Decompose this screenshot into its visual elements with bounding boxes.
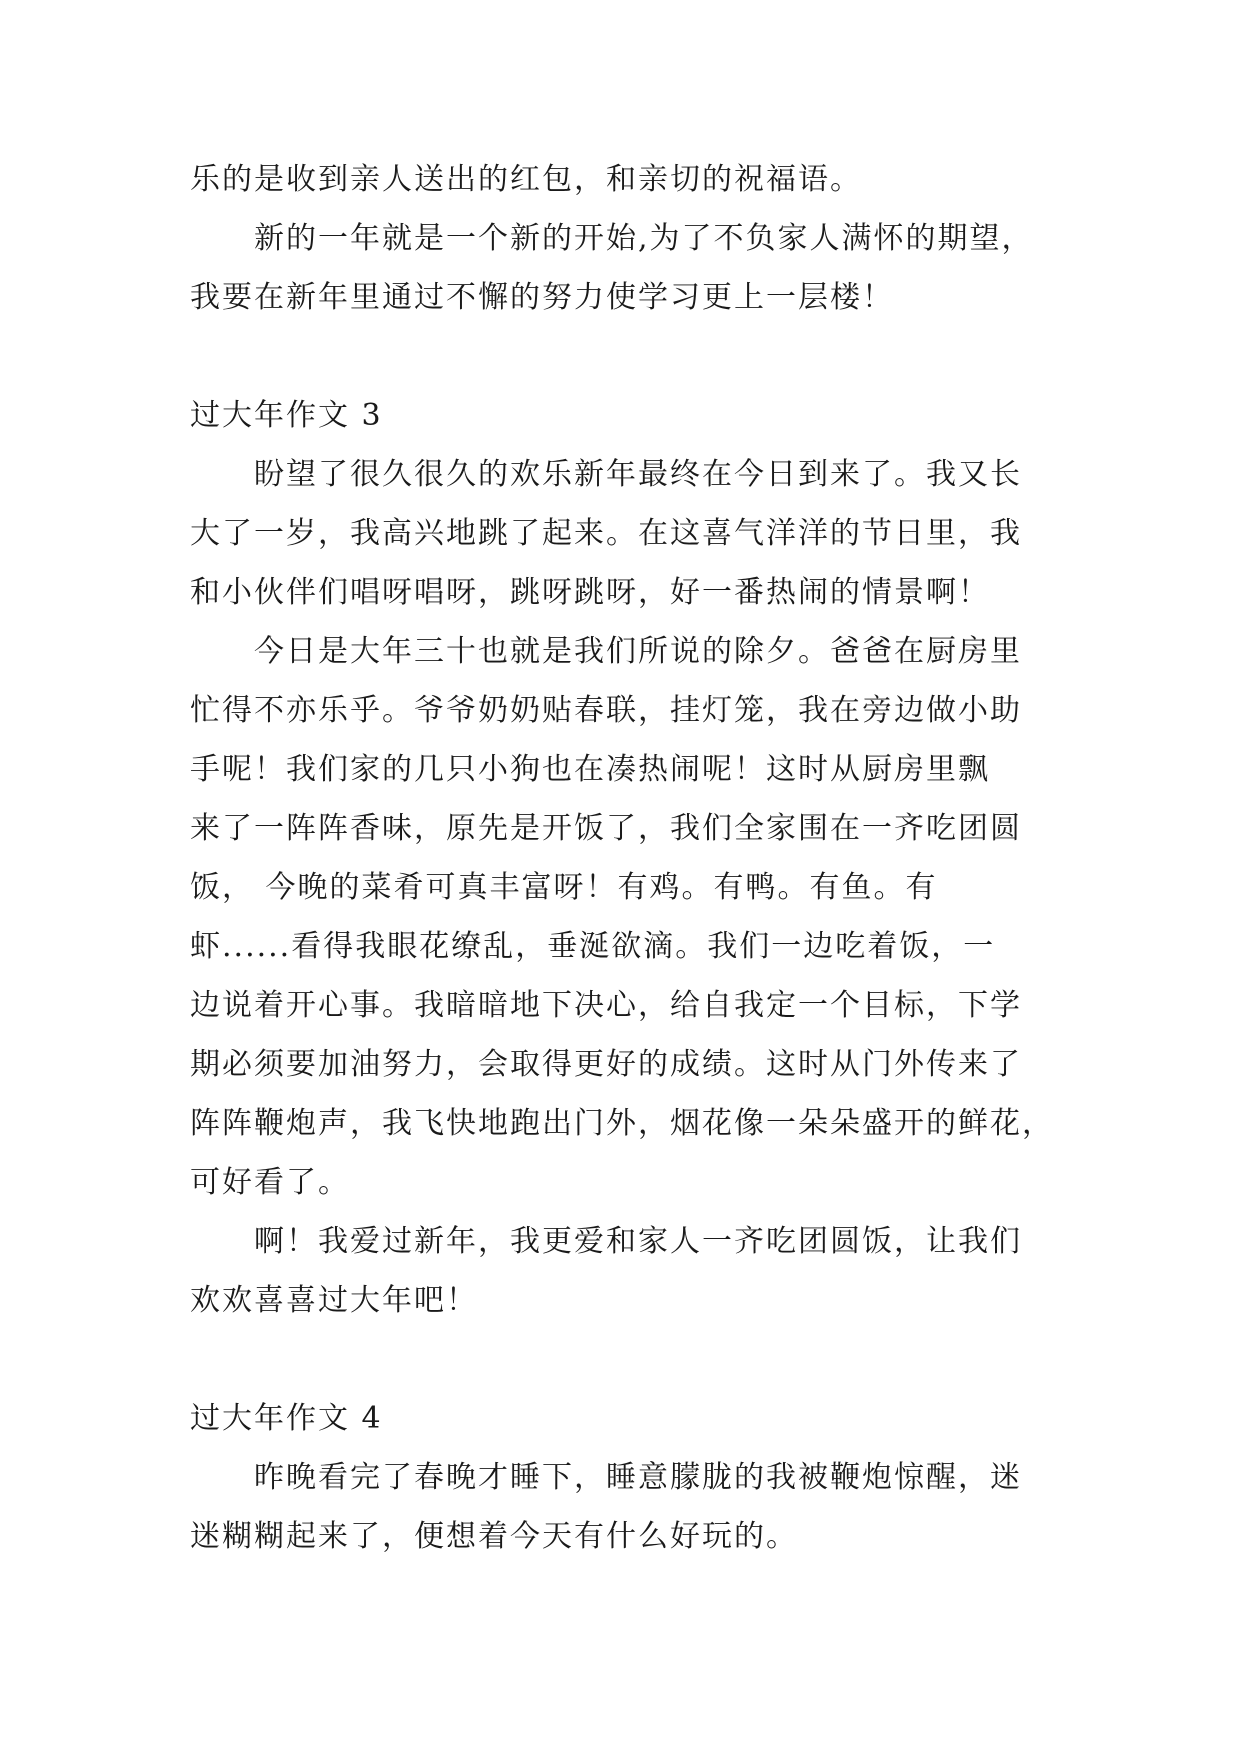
section-gap: [190, 1330, 1070, 1389]
document-page: [190, 150, 1070, 1566]
paragraph-line: 边说着开心事。我暗暗地下决心，给自我定一个目标，下学: [190, 988, 1022, 1023]
paragraph-line: 今日是大年三十也就是我们所说的除夕。爸爸在厨房里: [254, 634, 1022, 669]
paragraph-line: 可好看了。: [190, 1165, 350, 1200]
paragraph-line: 和小伙伴们唱呀唱呀，跳呀跳呀，好一番热闹的情景啊！: [190, 575, 990, 610]
section-heading: 过大年作文 3: [190, 398, 383, 433]
paragraph-line: 饭， 今晚的菜肴可真丰富呀！有鸡。有鸭。有鱼。有: [190, 870, 938, 905]
paragraph-line: 迷糊糊起来了，便想着今天有什么好玩的。: [190, 1519, 798, 1554]
paragraph-line: 欢欢喜喜过大年吧！: [190, 1283, 478, 1318]
paragraph-line: 大了一岁，我高兴地跳了起来。在这喜气洋洋的节日里，我: [190, 516, 1022, 551]
section-gap: [190, 327, 1070, 386]
paragraph-line: 虾......看得我眼花缭乱，垂涎欲滴。我们一边吃着饭，一: [190, 929, 996, 964]
paragraph-line: 盼望了很久很久的欢乐新年最终在今日到来了。我又长: [254, 457, 1022, 492]
section-heading: 过大年作文 4: [190, 1401, 383, 1436]
paragraph-line: 手呢！我们家的几只小狗也在凑热闹呢！这时从厨房里飘: [190, 752, 990, 787]
paragraph-line: 忙得不亦乐乎。爷爷奶奶贴春联，挂灯笼，我在旁边做小助: [190, 693, 1022, 728]
paragraph-line: 啊！我爱过新年，我更爱和家人一齐吃团圆饭，让我们: [254, 1224, 1022, 1259]
paragraph-line: 来了一阵阵香味，原先是开饭了，我们全家围在一齐吃团圆: [190, 811, 1022, 846]
paragraph-line: 新的一年就是一个新的开始,为了不负家人满怀的期望，: [254, 221, 1034, 256]
paragraph-line: 阵阵鞭炮声，我飞快地跑出门外，烟花像一朵朵盛开的鲜花，: [190, 1106, 1054, 1141]
paragraph-line: 昨晚看完了春晚才睡下，睡意朦胧的我被鞭炮惊醒，迷: [254, 1460, 1022, 1495]
paragraph-line: 我要在新年里通过不懈的努力使学习更上一层楼！: [190, 280, 894, 315]
paragraph-line: 乐的是收到亲人送出的红包，和亲切的祝福语。: [190, 162, 862, 197]
paragraph-line: 期必须要加油努力，会取得更好的成绩。这时从门外传来了: [190, 1047, 1022, 1082]
